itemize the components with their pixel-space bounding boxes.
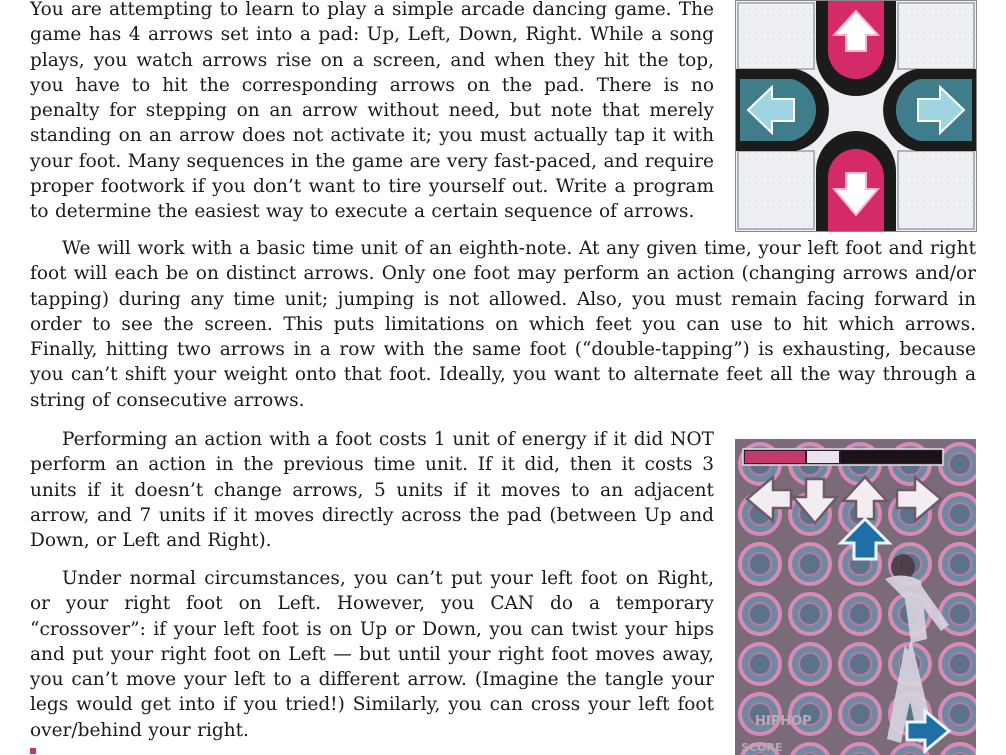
pad-down-arrow-icon [816,131,896,231]
pad-left-arrow-icon [736,69,829,151]
game-screen-figure [735,439,976,755]
energy-cost-paragraph: Performing an action with a foot costs 1 unit of energy if it did NOT perform an action in the previous time unit. If it did, then it costs 3 units if it doesn’t change arrows, 5 units if it moves to an adjacent arrow, and 7 units if it moves directly across the pad (between Up and Down, or Left and Right). [30,429,714,552]
player-label: HIPHOP [755,714,812,729]
pad-right-arrow-icon [883,69,976,151]
life-bar [743,449,943,465]
dance-pad-figure [735,0,977,232]
intro-paragraph: You are attempting to learn to play a simple arcade dancing game. The game has 4 arrows set into a pad: Up, Left, Down, Right. While a song plays, you watch arrows rise on a screen, and when they hit the top, you have to hit the corresponding arrows on the pad. There is no penalty for stepping on an arrow without need, but note that merely standing on an arrow does not activate it; you must actually tap it with your foot. Many sequences in the game are very fast-paced, and require proper footwork if you don’t want to tire yourself out. Write a program to determine the easiest way to execute a certain sequence of arrows. [30,0,714,223]
score-label: SCORE [741,741,783,754]
page-marker [30,748,36,754]
crossover-paragraph: Under normal circumstances, you can’t put your left foot on Right, or your right foot on Left. However, you CAN do a temporary “crossover”: if your left foot is on Up or Down, you can twist your hips and put your right foot on Left — but until your right foot moves away, you can’t move your left to a different arrow. (Imagine the tangle your legs would get into if you tried!) Similarly, you can cross your left foot over/behind your right. [30,568,714,741]
time-unit-paragraph: We will work with a basic time unit of an eighth-note. At any given time, your left foot and right foot will each be on distinct arrows. Only one foot may perform an action (changing arrows and/or tapping) during any time unit; jumping is not allowed. Also, you must remain facing forward in order to see the screen. This puts limitations on which feet you can use to hit which arrows. Finally, hitting two arrows in a row with the same foot (“double-tapping”) is exhausting, because you can’t shift your weight onto that foot. Ideally, you want to alternate feet all the way through a string of consecutive arrows. [30,238,976,411]
pad-up-arrow-icon [816,1,896,96]
